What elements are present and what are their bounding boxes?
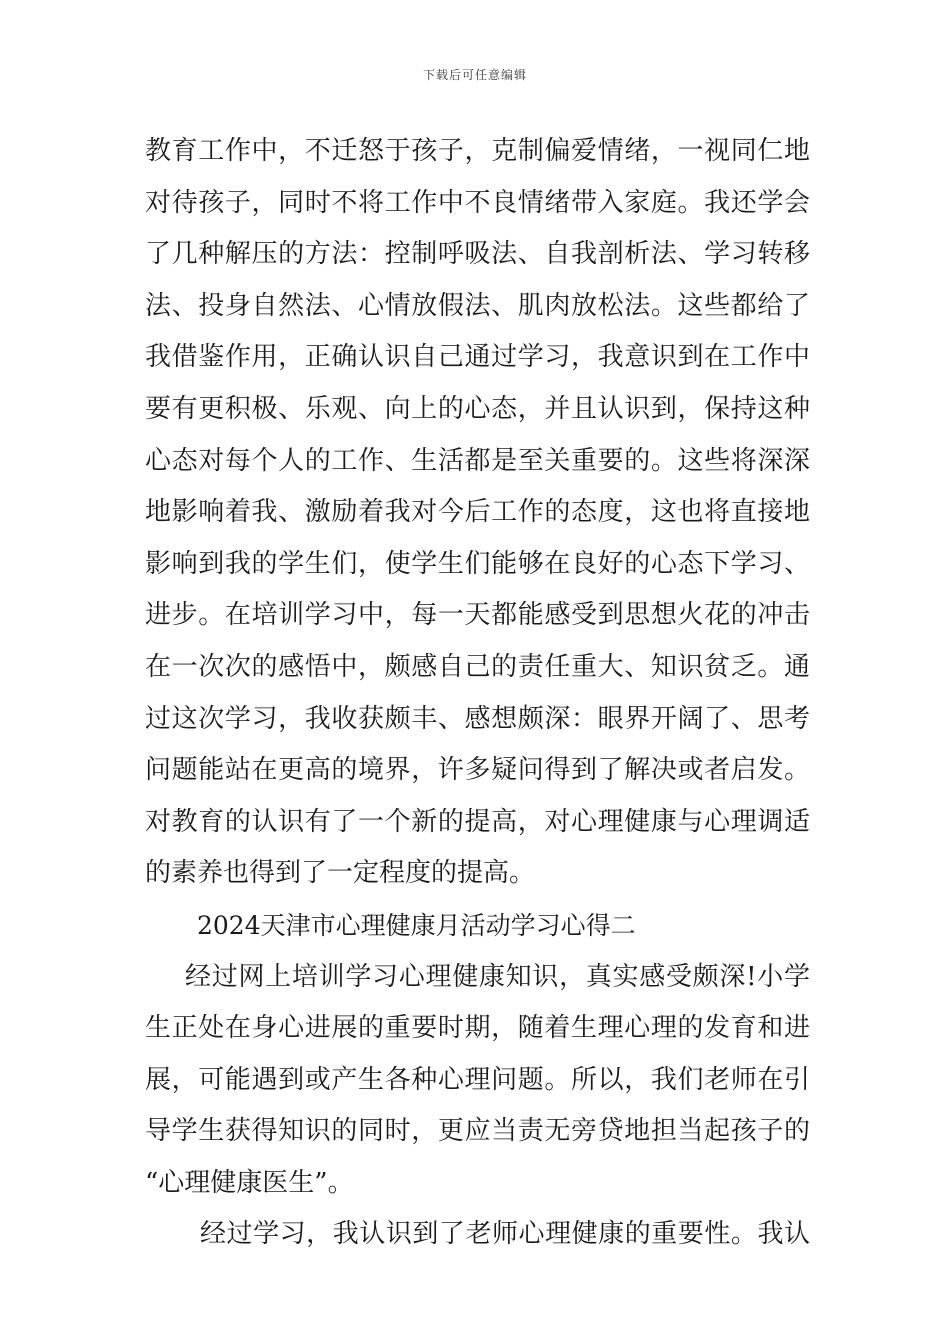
text-line: 展，可能遇到或产生各种心理问题。所以，我们老师在引: [145, 1064, 810, 1095]
text-line: 进步。在培训学习中，每一天都能感受到思想火花的冲击: [145, 600, 810, 631]
page-header-note: 下载后可任意编辑: [422, 68, 527, 82]
text-line: 经过网上培训学习心理健康知识，真实感受颇深!小学: [185, 961, 810, 992]
text-line: 导学生获得知识的同时，更应当责无旁贷地担当起孩子的: [145, 1116, 810, 1147]
text-line: 我借鉴作用，正确认识自己通过学习，我意识到在工作中: [145, 342, 810, 373]
text-line: 要有更积极、乐观、向上的心态，并且认识到，保持这种: [145, 393, 810, 424]
document-body: [145, 126, 810, 1261]
text-line: 问题能站在更高的境界，许多疑问得到了解决或者启发。: [145, 755, 810, 786]
text-line: 心态对每个人的工作、生活都是至关重要的。这些将深深: [145, 445, 810, 476]
text-line: 对待孩子，同时不将工作中不良情绪带入家庭。我还学会: [145, 187, 810, 218]
text-line: 的素养也得到了一定程度的提高。: [145, 858, 536, 889]
text-line: 生正处在身心进展的重要时期，随着生理心理的发育和进: [145, 1013, 810, 1044]
text-line: 经过学习，我认识到了老师心理健康的重要性。我认: [200, 1219, 810, 1250]
text-line: 教育工作中，不迁怒于孩子，克制偏爱情绪，一视同仁地: [145, 136, 810, 166]
text-line: 在一次次的感悟中，颇感自己的责任重大、知识贫乏。通: [145, 651, 810, 682]
text-line: 了几种解压的方法：控制呼吸法、自我剖析法、学习转移: [145, 239, 810, 270]
text-line: 法、投身自然法、心情放假法、肌肉放松法。这些都给了: [145, 290, 810, 321]
text-line: 影响到我的学生们，使学生们能够在良好的心态下学习、: [145, 548, 810, 579]
text-line: “心理健康医生”。: [145, 1167, 354, 1198]
section-title: 2024天津市心理健康月活动学习心得二: [197, 910, 636, 940]
text-line: 对教育的认识有了一个新的提高，对心理健康与心理调适: [145, 806, 810, 837]
text-line: 过这次学习，我收获颇丰、感想颇深：眼界开阔了、思考: [145, 703, 810, 734]
text-line: 地影响着我、激励着我对今后工作的态度，这也将直接地: [145, 497, 810, 528]
